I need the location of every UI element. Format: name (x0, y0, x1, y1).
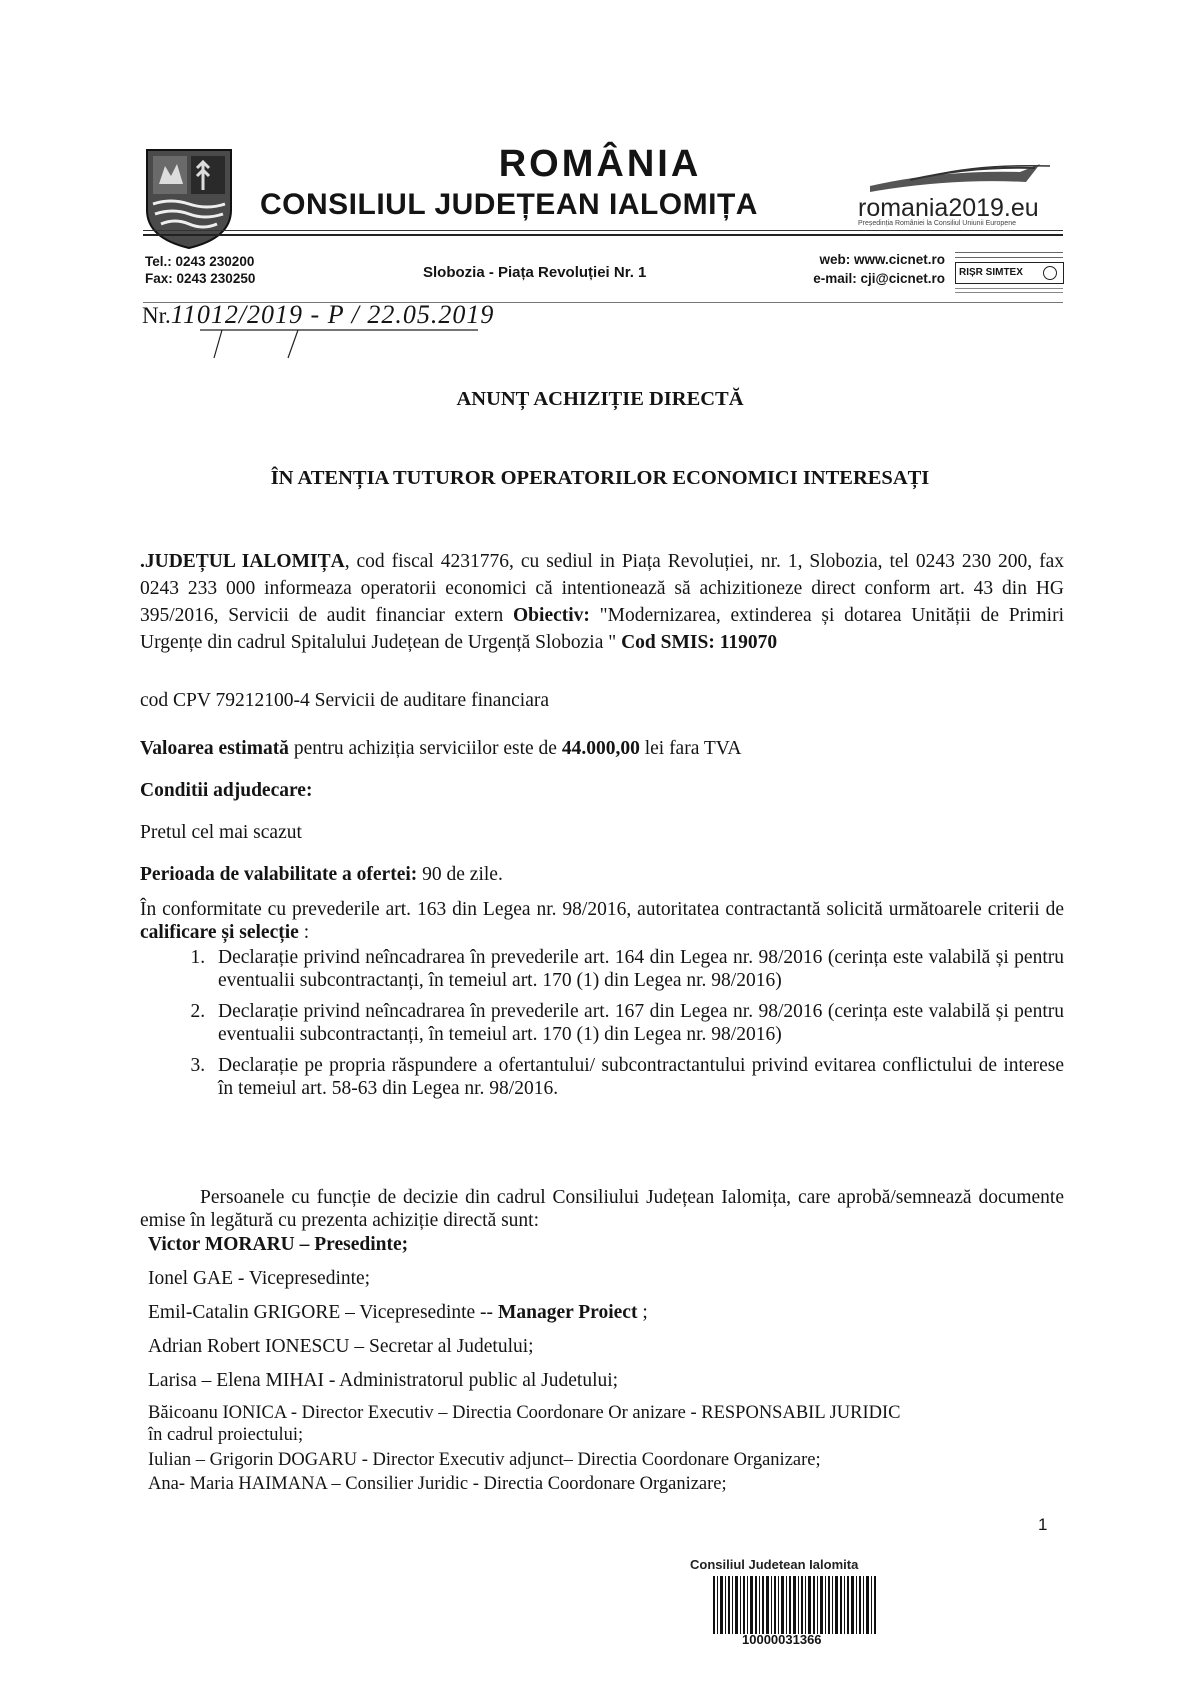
phone-number: Tel.: 0243 230200 (145, 254, 255, 269)
value-label: Valoarea estimată (140, 738, 289, 759)
page-number: 1 (1038, 1515, 1048, 1534)
announcement-title: ANUNȚ ACHIZIȚIE DIRECTĂ (456, 388, 744, 410)
manager-label: Manager Proiect (497, 1302, 638, 1323)
smis-code: Cod SMIS: 119070 (621, 632, 778, 653)
person-secretary: Adrian Robert IONESCU – Secretar al Judetului; (148, 1336, 534, 1357)
conformity-bold: calificare și selecție (140, 922, 299, 943)
period-value: 90 de zile. (417, 864, 503, 885)
value-amount: 44.000,00 (561, 738, 640, 759)
fax-number: Fax: 0243 230250 (145, 271, 256, 286)
email-link[interactable]: e-mail: cji@cicnet.ro (813, 271, 945, 286)
person-legal-advisor: Ana- Maria HAIMANA – Consilier Juridic - Directia Coordonare Organizare; (148, 1474, 727, 1494)
conditions-criterion: Pretul cel mai scazut (140, 822, 302, 843)
cpv-code: cod CPV 79212100-4 Servicii de auditare financiara (140, 690, 550, 711)
person-administrator: Larisa – Elena MIHAI - Administratorul public al Judetului; (148, 1370, 619, 1391)
conformity-paragraph (140, 898, 1064, 944)
country-heading: ROMÂNIA (498, 143, 702, 185)
website-link[interactable]: web: www.cicnet.ro (819, 252, 945, 267)
barcode-number: 10000031366 (742, 1632, 822, 1647)
intro-text: , cod fiscal 4231776, cu sediul in Piața Revoluției, nr. 1, Slobozia, tel 0243 230 200, fax 0243 233 000 informeaza operatorii economici că intentionează să achizitioneze direct conform art. 43 din HG 395/2016, Servicii de audit financiar extern (140, 551, 1064, 626)
registration-prefix: Nr. (142, 303, 171, 328)
header-rule-bottom (143, 234, 1063, 236)
validity-period (140, 864, 503, 886)
logo-tagline: Președinția României la Consiliul Uniunii Europene (858, 220, 1016, 227)
person-president: Victor MORARU – Presedinte; (148, 1234, 409, 1255)
registration-handwritten: 11012/2019 - P / 22.05.2019 (170, 300, 495, 329)
objective-text: "Modernizarea, extinderea și dotarea Unității de Primiri Urgențe din cadrul Spitalului Județean de Urgență Slobozia " (140, 605, 1064, 653)
entity-name: .JUDEȚUL IALOMIȚA (140, 551, 345, 572)
person-director: Băicoanu IONICA - Director Executiv – Directia Coordonare Or anizare - RESPONSABIL JURIDIC (148, 1403, 901, 1423)
person-director-cont: în cadrul proiectului; (148, 1425, 304, 1445)
header-rule-top (143, 230, 1063, 231)
barcode-icon (713, 1576, 878, 1634)
council-heading: CONSILIUL JUDEȚEAN IALOMIȚA (260, 188, 758, 221)
list-item: 3. Declarație pe propria răspundere a ofertantului/ subcontractantului privind evitarea conflictului de interese în temeiul art. 58-63 din Legea nr. 98/2016. (210, 1054, 1064, 1100)
attention-title: ÎN ATENȚIA TUTUROR OPERATORILOR ECONOMICI INTERESAȚI (270, 467, 930, 489)
handwriting-strokes (200, 300, 480, 360)
address: Slobozia - Piața Revoluției Nr. 1 (423, 264, 647, 281)
certification-logo (955, 252, 1063, 298)
conformity-end: : (298, 922, 310, 943)
certification-seal-icon (1043, 266, 1057, 280)
person-deputy-director: Iulian – Grigorin DOGARU - Director Executiv adjunct– Directia Coordonare Organizare; (148, 1450, 821, 1470)
person-vp-1: Ionel GAE - Vicepresedinte; (148, 1268, 371, 1289)
person-vp-2-text: Emil-Catalin GRIGORE – Vicepresedinte -- (148, 1302, 498, 1323)
conformity-text: În conformitate cu prevederile art. 163 din Legea nr. 98/2016, autoritatea contractantă solicită următoarele criterii de (140, 899, 1064, 920)
conditions-heading: Conditii adjudecare: (140, 780, 313, 801)
logo-text: romania2019.eu (858, 194, 1039, 222)
persons-paragraph: Persoanele cu funcție de decizie din cadrul Consiliului Județean Ialomița, care aprobă/semnează documente emise în legătură cu prezenta achiziție directă sunt: (140, 1187, 1064, 1231)
person-vp-2 (148, 1302, 648, 1324)
list-item: 2. Declarație privind neîncadrarea în prevederile art. 167 din Legea nr. 98/2016 (cerința este valabilă și pentru eventualii subcontractanți, în temeiul art. 170 (1) din Legea nr. 98/2016) (210, 1000, 1064, 1046)
certification-text: RIȘR SIMTEX (955, 262, 1064, 284)
estimated-value (140, 738, 741, 760)
list-item: 1. Declarație privind neîncadrarea în prevederile art. 164 din Legea nr. 98/2016 (cerința este valabilă și pentru eventualii subcontractanți, în temeiul art. 170 (1) din Legea nr. 98/2016) (210, 946, 1064, 992)
value-text: pentru achiziția serviciilor este de (288, 738, 562, 759)
person-vp-2-end: ; (637, 1302, 648, 1323)
criteria-list (140, 946, 1064, 1108)
intro-paragraph (140, 548, 1064, 656)
stamp-title: Consiliul Judetean Ialomita (690, 1557, 859, 1572)
value-suffix: lei fara TVA (639, 738, 742, 759)
objective-label: Obiectiv: (513, 605, 590, 626)
period-label: Perioada de valabilitate a ofertei: (140, 864, 418, 885)
